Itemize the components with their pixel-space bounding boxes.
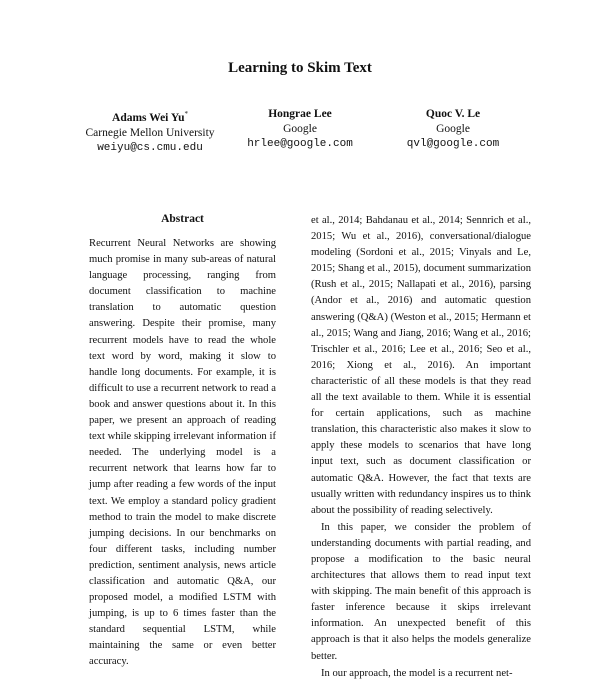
author-affiliation: Google xyxy=(283,123,317,135)
author-email: hrlee@google.com xyxy=(247,138,353,150)
author-name: Quoc V. Le xyxy=(425,108,481,120)
author-footnote-mark: * xyxy=(184,110,188,118)
body-paragraph: In this paper, we consider the problem of understanding documents with partial reading, and propose a modification to the basic neural architectures that allows them to read input text with skipping. The main benefit of this approach is faster inference because it skips irrelevant information. An unexpected benefit of this approach is that it also helps the models generalize better. xyxy=(311,521,531,662)
author-affiliation: Carnegie Mellon University xyxy=(85,126,215,139)
paper-title: Learning to Skim Text xyxy=(228,60,372,76)
author-name: Hongrae Lee xyxy=(268,108,332,120)
abstract-column xyxy=(89,212,276,671)
author-email: weiyu@cs.cmu.edu xyxy=(97,141,203,154)
abstract-heading: Abstract xyxy=(161,213,204,225)
body-column xyxy=(311,213,531,682)
author-email: qvl@google.com xyxy=(406,138,500,150)
body-paragraph: et al., 2014; Bahdanau et al., 2014; Sennrich et al., 2015; Wu et al., 2016), conversational/dialogue modeling (Sordoni et al., 2015; Vinyals and Le, 2015; Shang et al., 2015), document summarization (Rush et al., 2015; Nallapati et al., 2016), parsing (Andor et al., 2016) and automatic question answering (Q&A) (Weston et al., 2015; Hermann et al., 2015; Wang and Jiang, 2016; Wang et al., 2016; Trischler et al., 2016; Lee et al., 2016; Seo et al., 2016; Xiong et al., 2016). An important characteristic of all these models is that they read all the text available to them. While it is essential for certain applications, such as machine translation, this characteristic also makes it slow to apply these models to scenarios that have long input text, such as document classification or automatic Q&A. However, the fact that texts are usually written with redundancy inspires us to think about the possibility of reading selectively. xyxy=(311,215,531,516)
author-name: Adams Wei Yu* xyxy=(112,110,188,124)
abstract-text: Recurrent Neural Networks are showing much promise in many sub-areas of natural language processing, ranging from document classification to machine translation to automatic question answering. Despite their promise, many recurrent models have to read the whole text word by word, making it slow to handle long documents. For example, it is difficult to use a recurrent network to read a book and answer questions about it. In this paper, we present an approach of reading text while skipping irrelevant information if needed. The underlying model is a recurrent network that learns how far to jump after reading a few words of the input text. We employ a standard policy gradient method to train the model to make discrete jumping decisions. In our benchmarks on four different tasks, including number prediction, sentiment analysis, news article classification and automatic Q&A, our proposed model, a modified LSTM with jumping, is up to 6 times faster than the standard sequential LSTM, while maintaining the same or even better accuracy. xyxy=(89,238,276,668)
author-block xyxy=(363,107,543,152)
author-affiliation: Google xyxy=(436,123,470,135)
body-paragraph: In our approach, the model is a recurrent net- xyxy=(321,667,513,679)
